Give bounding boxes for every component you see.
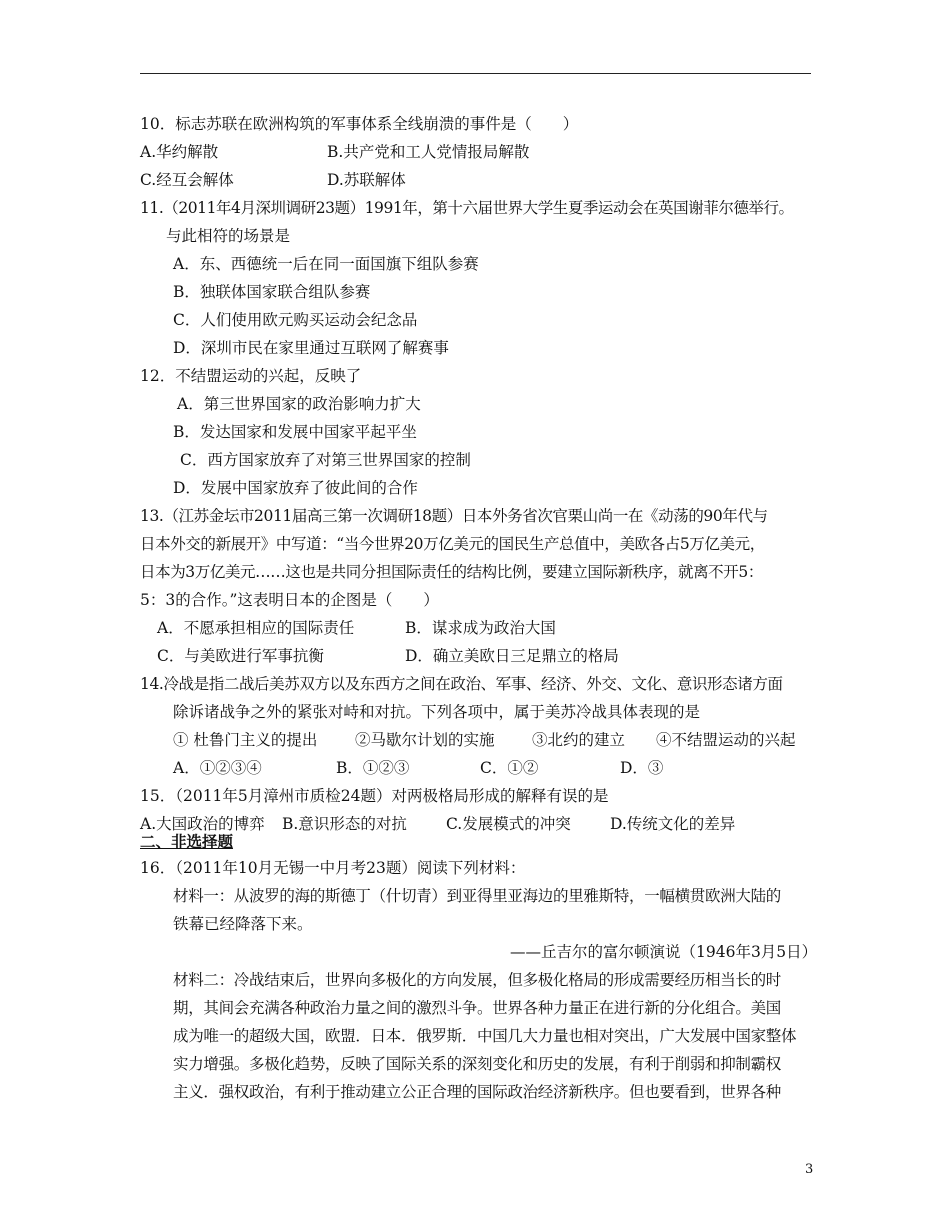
q16-material1-line1: 材料一：从波罗的海的斯德丁（什切青）到亚得里亚海边的里雅斯特，一幅横贯欧洲大陆的 [173, 887, 782, 905]
q14-stem-line2: 除诉诸战争之外的紧张对峙和对抗。下列各项中，属于美苏冷战具体表现的是 [173, 703, 701, 721]
q14-item: ④不结盟运动的兴起 [656, 731, 796, 749]
q16-material2-line4: 实力增强。多极化趋势，反映了国际关系的深刻变化和历史的发展，有利于削弱和抑制霸权 [173, 1055, 782, 1073]
q13-option-a: A．不愿承担相应的国际责任 [157, 619, 355, 637]
q11-option-d: D．深圳市民在家里通过互联网了解赛事 [173, 339, 449, 357]
q10-stem: 10．标志苏联在欧洲构筑的军事体系全线崩溃的事件是（ ） [140, 115, 579, 133]
q14-item: ① 杜鲁门主义的提出 [173, 731, 318, 749]
q11-option-c: C．人们使用欧元购买运动会纪念品 [173, 311, 418, 329]
q15-option-c: C.发展模式的冲突 [446, 815, 571, 833]
q12-option-a: A．第三世界国家的政治影响力扩大 [177, 395, 421, 413]
q13-option-d: D．确立美欧日三足鼎立的格局 [405, 647, 619, 665]
q11-option-b: B．独联体国家联合组队参赛 [173, 283, 371, 301]
q14-option-d: D．③ [620, 759, 664, 777]
q14-option-c: C．①② [480, 759, 539, 777]
q13-option-c: C．与美欧进行军事抗衡 [157, 647, 324, 665]
q16-material2-line1: 材料二：冷战结束后，世界向多极化的方向发展，但多极化格局的形成需要经历相当长的时 [173, 971, 782, 989]
q14-option-a: A．①②③④ [173, 759, 262, 777]
q16-material1-line2: 铁幕已经降落下来。 [173, 915, 313, 933]
q15-stem: 15．（2011年5月漳州市质检24题）对两极格局形成的解释有误的是 [140, 787, 609, 805]
q10-option-b: B.共产党和工人党情报局解散 [327, 143, 530, 161]
q12-stem: 12．不结盟运动的兴起，反映了 [140, 367, 362, 385]
q10-option-d: D.苏联解体 [327, 171, 406, 189]
q14-item: ②马歇尔计划的实施 [355, 731, 495, 749]
q10-option-c: C.经互会解体 [140, 171, 234, 189]
q14-stem-line1: 14.冷战是指二战后美苏双方以及东西方之间在政治、军事、经济、外交、文化、意识形态诸方面 [140, 675, 783, 693]
header-rule [140, 73, 811, 74]
q16-material2-line5: 主义．强权政治，有利于推动建立公正合理的国际政治经济新秩序。但也要看到，世界各种 [173, 1083, 782, 1101]
q10-option-a: A.华约解散 [140, 143, 219, 161]
q13-stem-line2: 日本外交的新展开》中写道：“当今世界20万亿美元的国民生产总值中，美欧各占5万亿美元， [140, 535, 765, 553]
q11-option-a: A．东、西德统一后在同一面国旗下组队参赛 [173, 255, 479, 273]
q14-item: ③北约的建立 [532, 731, 626, 749]
q16-material1-source: ——丘吉尔的富尔顿演说（1946年3月5日） [510, 943, 818, 961]
q16-stem: 16．（2011年10月无锡一中月考23题）阅读下列材料： [140, 859, 526, 877]
q12-option-b: B．发达国家和发展中国家平起平坐 [173, 423, 417, 441]
q15-option-b: B.意识形态的对抗 [282, 815, 407, 833]
q11-stem-cont: 与此相符的场景是 [166, 227, 291, 245]
q13-stem-line4: 5：3的合作。”这表明日本的企图是（ ） [140, 591, 439, 609]
q11-stem: 11.（2011年4月深圳调研23题）1991年，第十六届世界大学生夏季运动会在英国谢菲尔德举行。 [140, 199, 794, 217]
q16-material2-line3: 成为唯一的超级大国，欧盟．日本．俄罗斯．中国几大力量也相对突出，广大发展中国家整体 [173, 1027, 797, 1045]
q13-stem-line3: 日本为3万亿美元……这也是共同分担国际责任的结构比例，要建立国际新秩序，就离不开5： [140, 563, 763, 581]
q12-option-c: C．西方国家放弃了对第三世界国家的控制 [180, 451, 471, 469]
q13-option-b: B．谋求成为政治大国 [405, 619, 556, 637]
q13-stem-line1: 13.（江苏金坛市2011届高三第一次调研18题）日本外务省次官栗山尚一在《动荡的90年代与 [140, 507, 768, 525]
q15-option-a: A.大国政治的博弈 [140, 815, 265, 833]
q12-option-d: D．发展中国家放弃了彼此间的合作 [173, 479, 418, 497]
page-number: 3 [805, 1162, 814, 1177]
q14-option-b: B．①②③ [336, 759, 410, 777]
q15-option-d: D.传统文化的差异 [610, 815, 736, 833]
section-heading: 二、非选择题 [140, 832, 234, 851]
q16-material2-line2: 期，其间会充满各种政治力量之间的激烈斗争。世界各种力量正在进行新的分化组合。美国 [173, 999, 782, 1017]
